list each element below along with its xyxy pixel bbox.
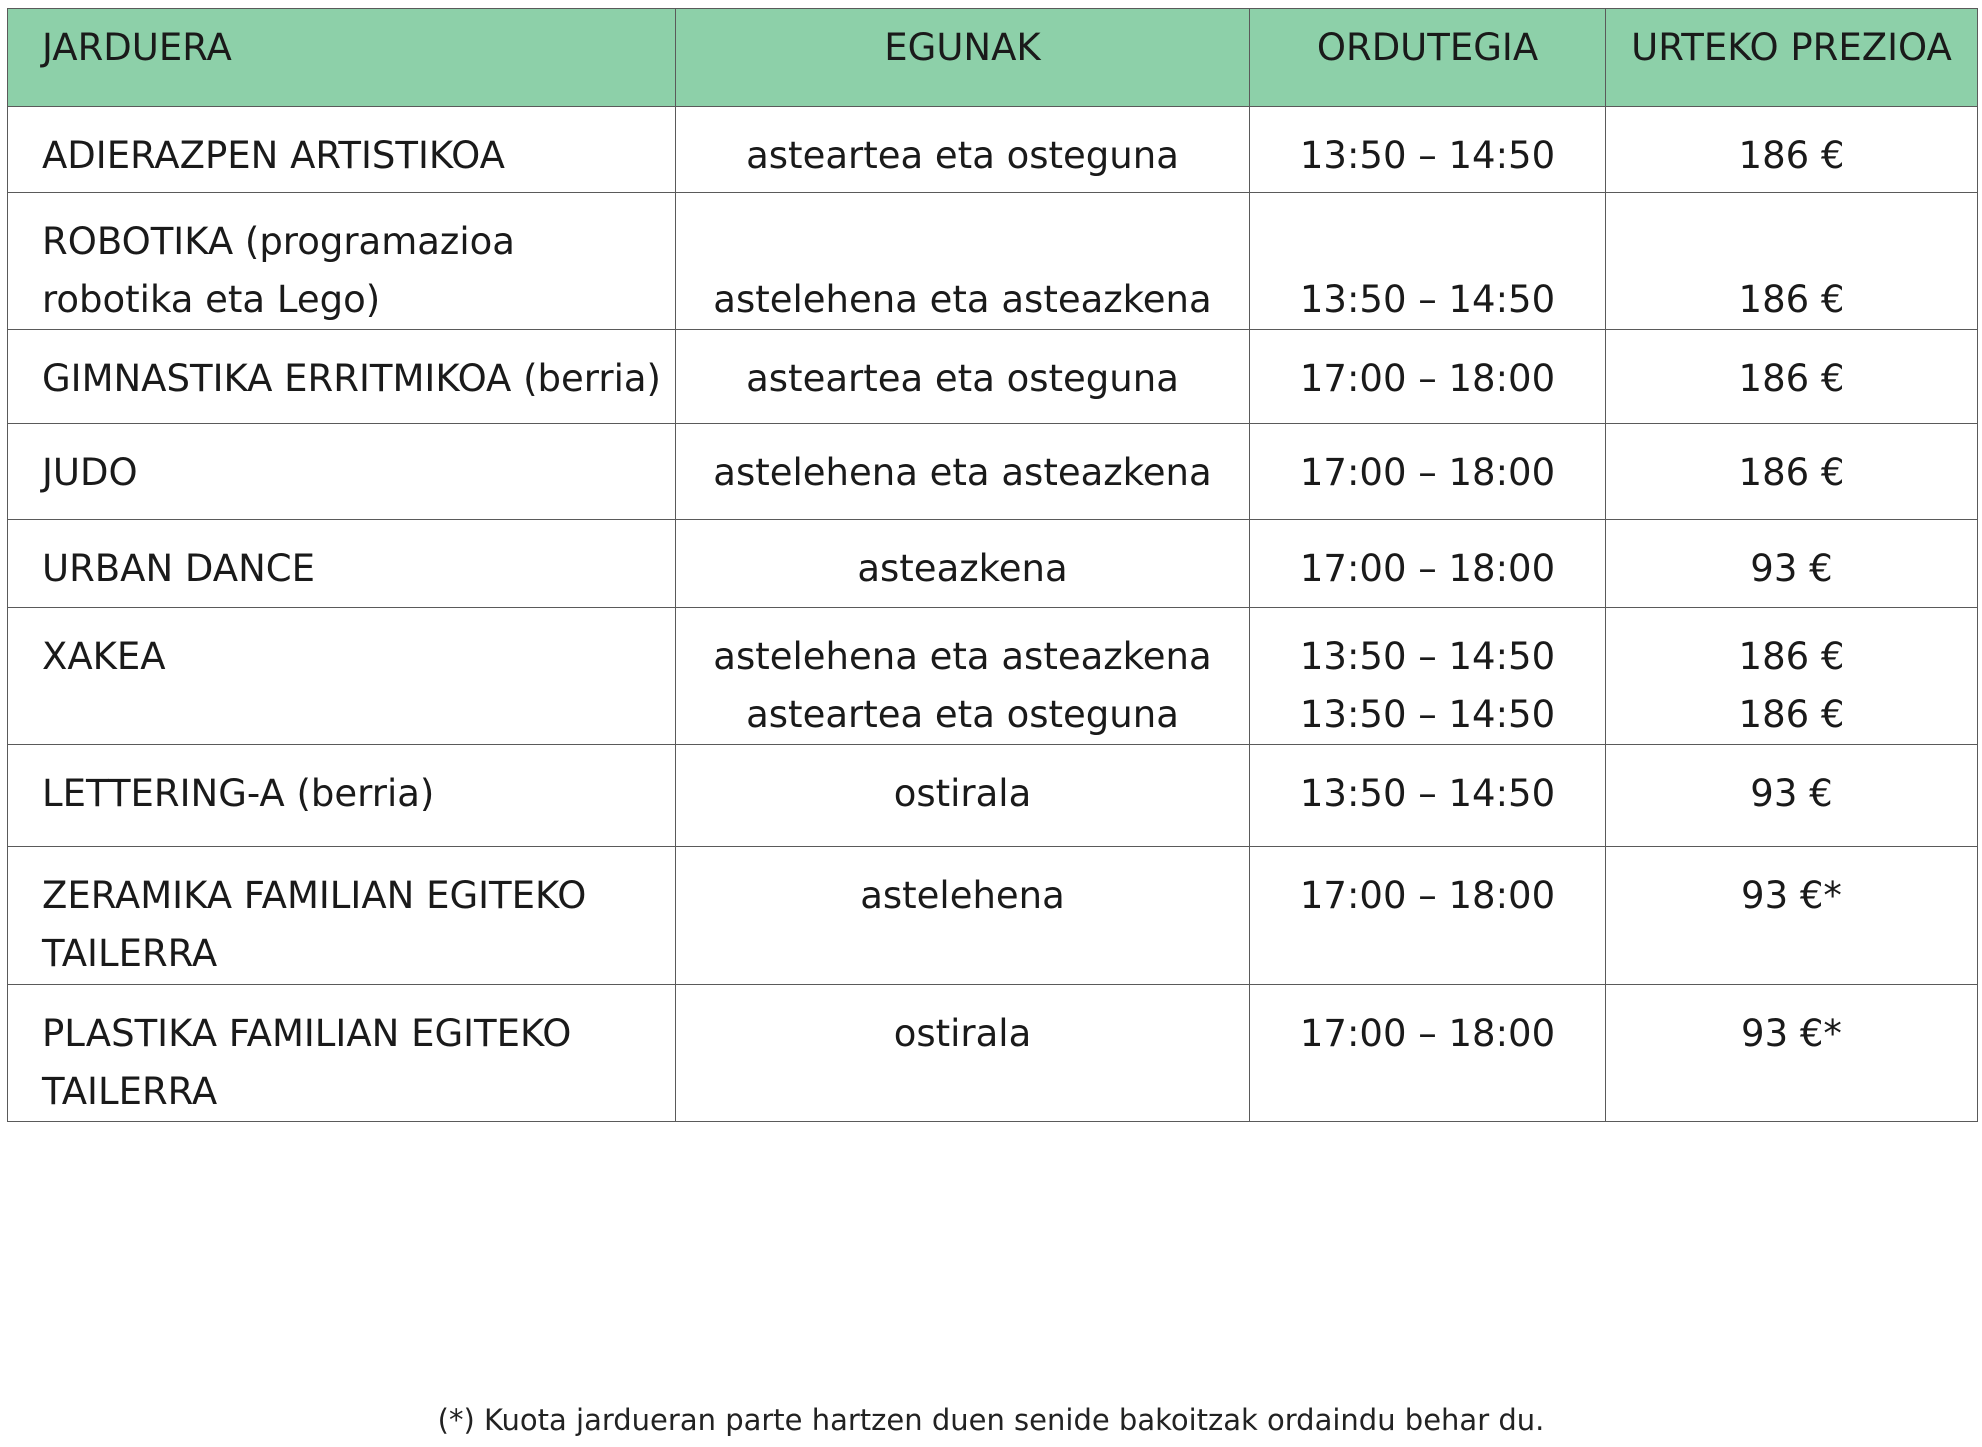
price-cell-line: 186 €: [1738, 693, 1845, 736]
days-cell-line: astelehena eta asteazkena: [713, 635, 1212, 678]
days-cell: [676, 193, 1250, 330]
schedule-cell: [1250, 193, 1606, 330]
table-row: [8, 985, 1978, 1122]
price-cell-line: 93 €: [1750, 547, 1833, 590]
table-row: [8, 107, 1978, 193]
activity-cell-line: robotika eta Lego): [42, 278, 381, 321]
price-cell-line: 186 €: [1738, 278, 1845, 321]
activity-cell-line: GIMNASTIKA ERRITMIKOA (berria): [42, 357, 661, 400]
price-cell-line: 186 €: [1738, 357, 1845, 400]
days-cell-line: ostirala: [893, 1012, 1032, 1055]
activity-cell-line: ROBOTIKA (programazioa: [42, 220, 515, 263]
schedule-cell-line: 13:50 – 14:50: [1299, 772, 1556, 815]
activity-cell: [8, 745, 676, 847]
price-cell: [1606, 107, 1978, 193]
price-cell-line: 93 €*: [1741, 874, 1842, 917]
activity-cell: [8, 608, 676, 745]
days-cell-line: astelehena eta asteazkena: [713, 278, 1212, 321]
days-cell: [676, 520, 1250, 608]
schedule-cell: [1250, 520, 1606, 608]
price-cell-line: 186 €: [1738, 134, 1845, 177]
price-cell-line: 186 €: [1738, 451, 1845, 494]
activity-cell: [8, 330, 676, 424]
table-row: [8, 847, 1978, 985]
days-cell: [676, 424, 1250, 520]
header-schedule: ORDUTEGIA: [1250, 9, 1606, 107]
table-row: [8, 608, 1978, 745]
days-cell-line: asteazkena: [857, 547, 1068, 590]
activity-cell-line: TAILERRA: [42, 1070, 218, 1113]
activity-cell-line: ADIERAZPEN ARTISTIKOA: [42, 134, 505, 177]
schedule-cell: [1250, 107, 1606, 193]
activity-cell-line: JUDO: [42, 451, 138, 494]
schedule-cell-line: 13:50 – 14:50: [1299, 635, 1556, 678]
price-cell: [1606, 985, 1978, 1122]
days-cell: [676, 847, 1250, 985]
schedule-cell-line: 17:00 – 18:00: [1299, 1012, 1556, 1055]
table-header-row: [8, 9, 1978, 107]
price-cell-line: 93 €*: [1741, 1012, 1842, 1055]
header-days: EGUNAK: [676, 9, 1250, 107]
activity-cell-line: PLASTIKA FAMILIAN EGITEKO: [42, 1012, 572, 1055]
activity-cell: [8, 520, 676, 608]
table-row: [8, 330, 1978, 424]
activity-cell: [8, 107, 676, 193]
table-row: [8, 520, 1978, 608]
days-cell-line: ostirala: [893, 772, 1032, 815]
price-cell: [1606, 193, 1978, 330]
days-cell-line: astelehena eta asteazkena: [713, 451, 1212, 494]
days-cell-line: asteartea eta osteguna: [746, 693, 1179, 736]
activity-cell: [8, 847, 676, 985]
activity-cell-line: XAKEA: [42, 635, 166, 678]
header-price: URTEKO PREZIOA: [1606, 9, 1978, 107]
header-activity: JARDUERA: [8, 9, 676, 107]
footnote: (*) Kuota jardueran parte hartzen duen senide bakoitzak ordaindu behar du.: [437, 1403, 1545, 1437]
activity-cell-line: URBAN DANCE: [42, 547, 315, 590]
price-cell: [1606, 745, 1978, 847]
price-cell: [1606, 608, 1978, 745]
schedule-cell: [1250, 985, 1606, 1122]
activities-table: [7, 8, 1978, 1122]
days-cell-line: astelehena: [860, 874, 1065, 917]
schedule-cell-line: 17:00 – 18:00: [1299, 451, 1556, 494]
table-body: [8, 107, 1978, 1122]
schedule-cell-line: 17:00 – 18:00: [1299, 547, 1556, 590]
price-cell-line: 186 €: [1738, 635, 1845, 678]
price-cell: [1606, 424, 1978, 520]
activity-cell: [8, 985, 676, 1122]
price-cell: [1606, 847, 1978, 985]
schedule-cell: [1250, 330, 1606, 424]
schedule-cell-line: 13:50 – 14:50: [1299, 134, 1556, 177]
days-cell-line: asteartea eta osteguna: [746, 134, 1179, 177]
activity-cell-line: TAILERRA: [42, 932, 218, 975]
price-cell: [1606, 330, 1978, 424]
price-cell: [1606, 520, 1978, 608]
schedule-cell: [1250, 745, 1606, 847]
days-cell: [676, 107, 1250, 193]
activity-cell: [8, 193, 676, 330]
schedule-cell: [1250, 424, 1606, 520]
schedule-cell: [1250, 847, 1606, 985]
days-cell: [676, 985, 1250, 1122]
days-cell: [676, 608, 1250, 745]
schedule-cell-line: 17:00 – 18:00: [1299, 357, 1556, 400]
days-cell: [676, 330, 1250, 424]
activity-cell: [8, 424, 676, 520]
days-cell-line: asteartea eta osteguna: [746, 357, 1179, 400]
schedule-cell: [1250, 608, 1606, 745]
activity-cell-line: ZERAMIKA FAMILIAN EGITEKO: [42, 874, 587, 917]
table-row: [8, 745, 1978, 847]
schedule-cell-line: 17:00 – 18:00: [1299, 874, 1556, 917]
schedule-cell-line: 13:50 – 14:50: [1299, 693, 1556, 736]
schedule-cell-line: 13:50 – 14:50: [1299, 278, 1556, 321]
activity-cell-line: LETTERING-A (berria): [42, 772, 435, 815]
table-row: [8, 193, 1978, 330]
days-cell: [676, 745, 1250, 847]
price-cell-line: 93 €: [1750, 772, 1833, 815]
table-row: [8, 424, 1978, 520]
